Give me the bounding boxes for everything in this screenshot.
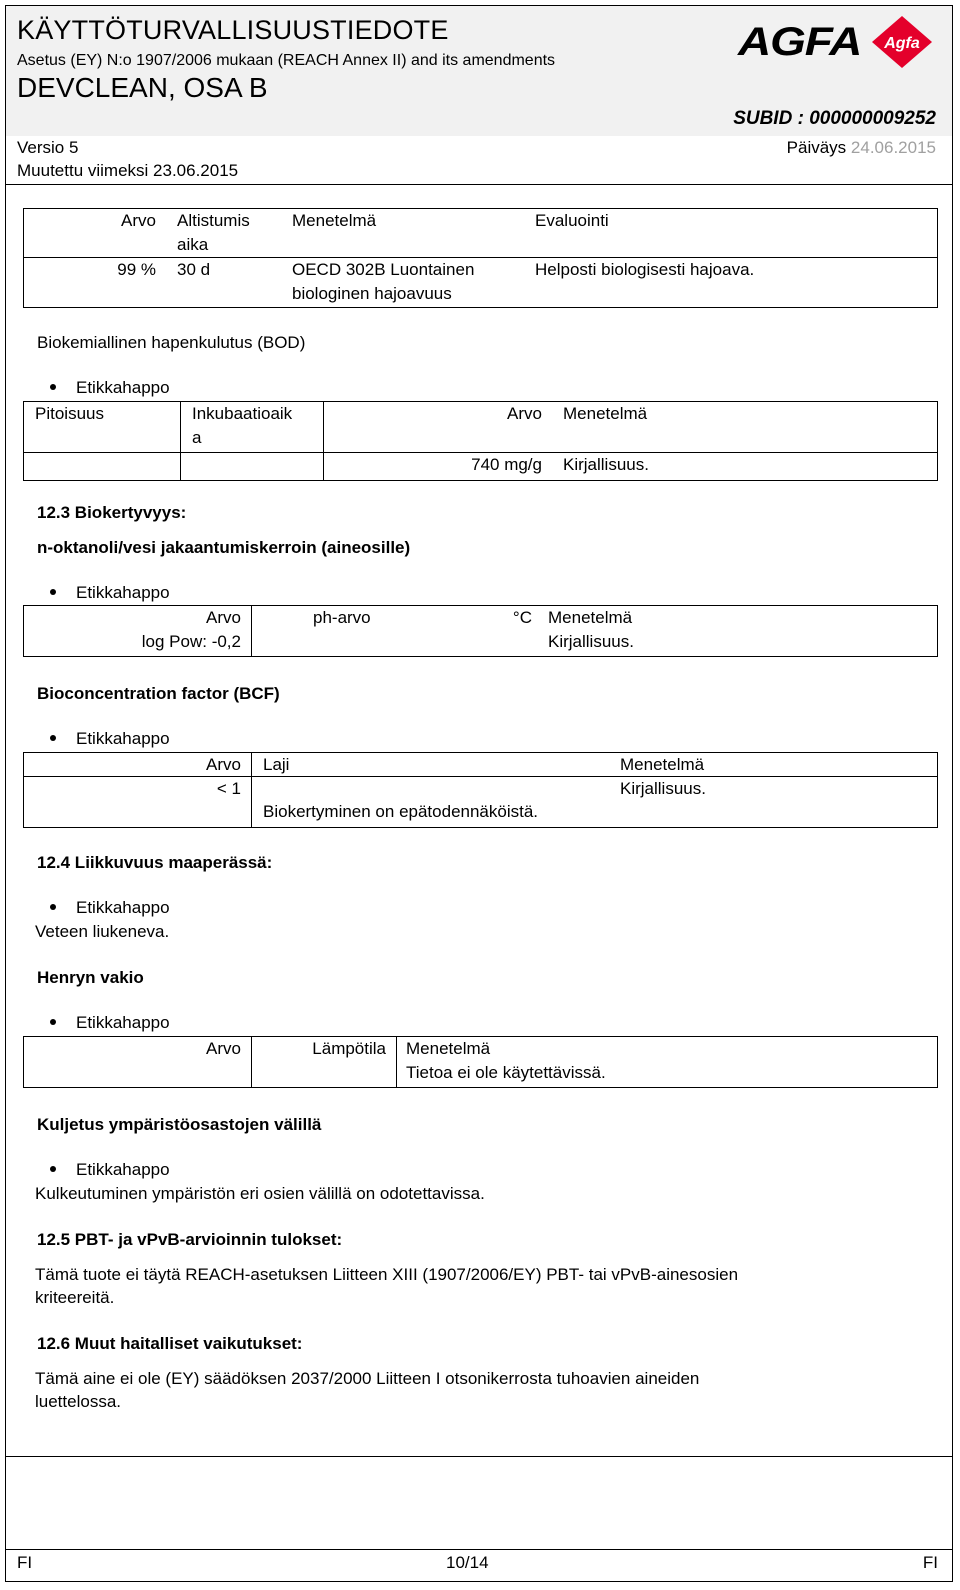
henry-header-method: Menetelmä [406, 1039, 491, 1058]
s124-text: Veteen liukeneva. [35, 922, 170, 941]
section-12-6-heading: 12.6 Muut haitalliset vaikutukset: [37, 1334, 303, 1353]
s124-substance: Etikkahappo [76, 898, 170, 917]
bcf-header-method: Menetelmä [620, 755, 705, 774]
t1-evaluation: Helposti biologisesti hajoava. [535, 260, 755, 279]
footer-language-left: FI [17, 1553, 33, 1572]
henry-method: Tietoa ei ole käytettävissä. [406, 1063, 606, 1082]
bod-header-concentration: Pitoisuus [35, 404, 104, 423]
s123-value: log Pow: -0,2 [141, 632, 241, 651]
s126-text-line2: luettelossa. [35, 1392, 121, 1411]
partition-subheading: n-oktanoli/vesi jakaantumiskerroin (aineosille) [37, 538, 411, 557]
header-divider [6, 184, 952, 185]
section-12-3-heading: 12.3 Biokertyvyys: [37, 503, 187, 522]
bod-header-method: Menetelmä [563, 404, 648, 423]
bullet-icon [50, 589, 56, 595]
table-col-divider [396, 1036, 397, 1088]
table-col-divider [323, 401, 324, 481]
bcf-heading: Bioconcentration factor (BCF) [37, 684, 280, 703]
section-12-4-heading: 12.4 Liikkuvuus maaperässä: [37, 853, 273, 872]
bullet-icon [50, 1019, 56, 1025]
subid: SUBID : 000000009252 [733, 108, 936, 129]
henry-heading: Henryn vakio [37, 968, 144, 987]
bcf-value: < 1 [216, 779, 241, 798]
s124-bullet-item [50, 898, 170, 918]
agfa-rhombus-icon [870, 14, 934, 70]
t1-header-arvo: Arvo [121, 211, 156, 230]
document-title: KÄYTTÖTURVALLISUUSTIEDOTE [17, 15, 449, 45]
s123-header-ph: ph-arvo [313, 608, 371, 627]
t1-exposure-time: 30 d [177, 260, 211, 279]
table-row-divider [23, 776, 938, 777]
date-value: 24.06.2015 [850, 138, 936, 157]
t1-header-exposure-2: aika [177, 235, 209, 254]
s123-header-temp: °C [512, 608, 532, 627]
bullet-icon [50, 1166, 56, 1172]
transport-heading: Kuljetus ympäristöosastojen välillä [37, 1115, 322, 1134]
content-divider [6, 1456, 952, 1457]
product-name: DEVCLEAN, OSA B [17, 72, 268, 103]
section-12-5-heading: 12.5 PBT- ja vPvB-arvioinnin tulokset: [37, 1230, 343, 1249]
t1-value: 99 % [117, 260, 156, 279]
date-label: Päiväys [786, 138, 851, 157]
bcf-substance: Etikkahappo [76, 729, 170, 748]
s123-bullet-item [50, 583, 170, 603]
bullet-icon [50, 735, 56, 741]
biodegradation-table [23, 208, 938, 308]
bod-header-incubation: Inkubaatioaik [192, 404, 293, 423]
transport-text: Kulkeutuminen ympäristön eri osien välillä on odotettavissa. [35, 1184, 485, 1203]
s125-text-line2: kriteereitä. [35, 1288, 115, 1307]
bod-heading: Biokemiallinen hapenkulutus (BOD) [37, 333, 306, 352]
henry-header-temp: Lämpötila [312, 1039, 386, 1058]
date [787, 138, 936, 158]
bod-header-incubation-2: a [192, 428, 202, 447]
s123-header-method: Menetelmä [548, 608, 633, 627]
henry-substance: Etikkahappo [76, 1013, 170, 1032]
s123-substance: Etikkahappo [76, 583, 170, 602]
bod-method: Kirjallisuus. [563, 455, 649, 474]
table-row-divider [23, 452, 938, 453]
bullet-icon [50, 384, 56, 390]
bullet-icon [50, 904, 56, 910]
t1-method: OECD 302B Luontainen [292, 260, 475, 279]
bod-header-value: Arvo [507, 404, 542, 423]
table-col-divider [251, 1036, 252, 1088]
bod-substance: Etikkahappo [76, 378, 170, 397]
table-col-divider [180, 401, 181, 481]
bod-value: 740 mg/g [471, 455, 542, 474]
bcf-note: Biokertyminen on epätodennäköistä. [263, 802, 539, 821]
table-col-divider [251, 752, 252, 828]
transport-bullet-item [50, 1160, 170, 1180]
s125-text-line1: Tämä tuote ei täytä REACH-asetuksen Liitteen XIII (1907/2006/EY) PBT- tai vPvB-ainesosien [35, 1265, 739, 1284]
t1-header-method: Menetelmä [292, 211, 377, 230]
footer-divider [6, 1549, 952, 1550]
t1-header-evaluation: Evaluointi [535, 211, 609, 230]
bcf-header-value: Arvo [206, 755, 241, 774]
bcf-header-species: Laji [263, 755, 290, 774]
t1-method-2: biologinen hajoavuus [292, 284, 452, 303]
version: Versio 5 [17, 138, 79, 157]
footer-page-number: 10/14 [446, 1553, 489, 1572]
logo-badge-text: Agfa [884, 35, 920, 52]
t1-header-exposure: Altistumis [177, 211, 250, 230]
henry-bullet-item [50, 1013, 170, 1033]
bcf-bullet-item [50, 729, 170, 749]
table-col-divider [251, 605, 252, 657]
s123-header-value: Arvo [206, 608, 241, 627]
bod-bullet-item [50, 378, 170, 398]
henry-header-value: Arvo [206, 1039, 241, 1058]
transport-substance: Etikkahappo [76, 1160, 170, 1179]
logo-wordmark: AGFA [738, 20, 862, 64]
modified-date: Muutettu viimeksi 23.06.2015 [17, 161, 239, 180]
s126-text-line1: Tämä aine ei ole (EY) säädöksen 2037/2000 Liitteen I otsonikerrosta tuhoavien aineiden [35, 1369, 700, 1388]
s123-method: Kirjallisuus. [548, 632, 634, 651]
table-row-divider [23, 257, 938, 258]
regulation-text: Asetus (EY) N:o 1907/2006 mukaan (REACH Annex II) and its amendments [17, 52, 556, 69]
footer-language-right: FI [922, 1553, 938, 1572]
bcf-method: Kirjallisuus. [620, 779, 706, 798]
